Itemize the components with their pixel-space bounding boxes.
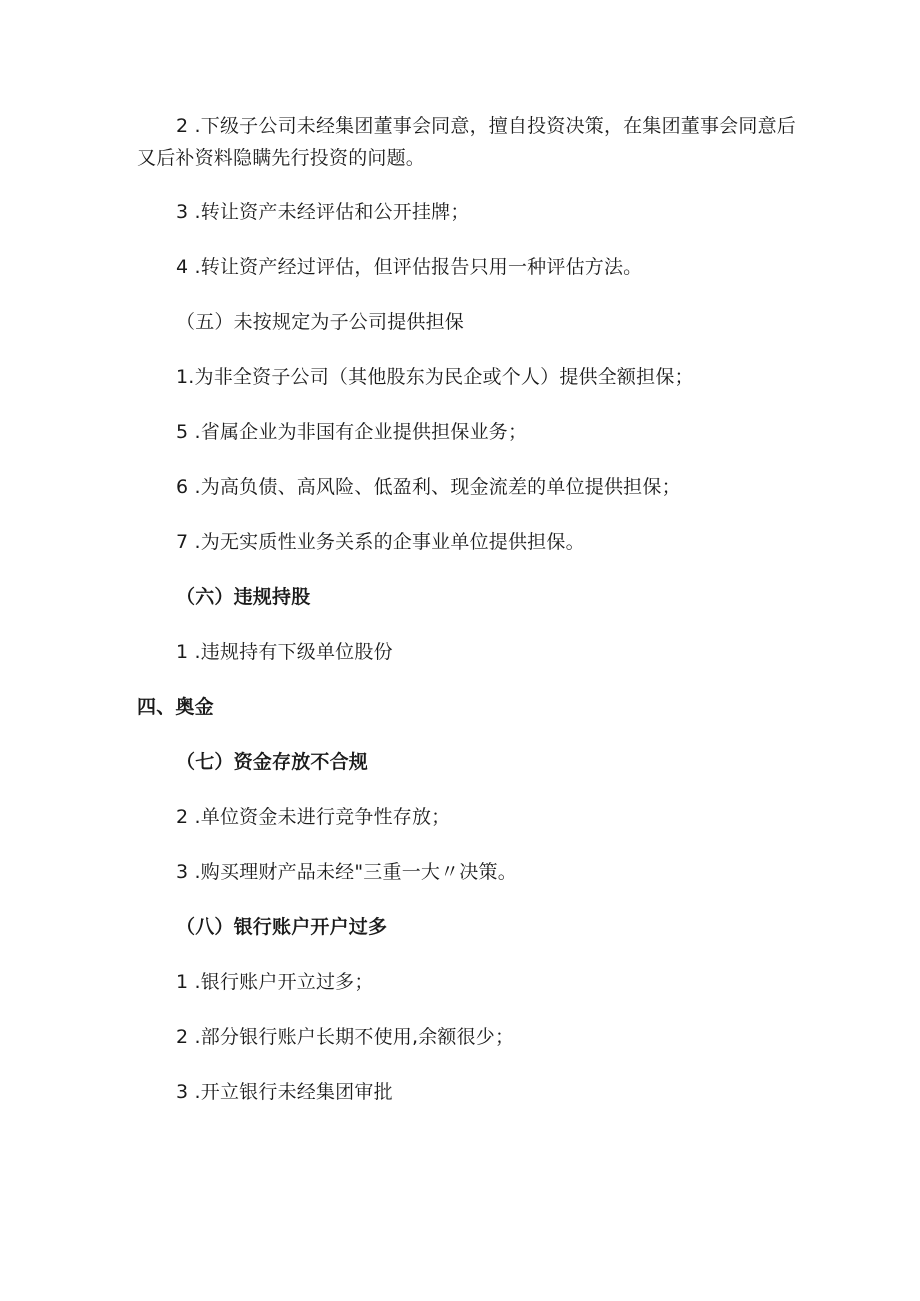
paragraph-item-6: 6 .为高负债、高风险、低盈利、现金流差的单位提供担保； [176, 476, 681, 498]
paragraph-item-2: 2 .下级子公司未经集团董事会同意，擅自投资决策，在集团董事会同意后 [176, 115, 796, 137]
section-heading-5: （五）未按规定为子公司提供担保 [176, 311, 465, 333]
paragraph-item-4: 4 .转让资产经过评估，但评估报告只用一种评估方法。 [176, 256, 643, 278]
section-heading-6: （六）违规持股 [176, 586, 311, 608]
chapter-heading-4: 四、奥金 [137, 696, 214, 718]
paragraph-item-2c: 2 .部分银行账户长期不使用,余额很少； [176, 1026, 515, 1048]
paragraph-item-1b: 1 .违规持有下级单位股份 [176, 641, 393, 663]
paragraph-item-2b: 2 .单位资金未进行竞争性存放； [176, 806, 451, 828]
paragraph-item-1c: 1 .银行账户开立过多； [176, 971, 374, 993]
section-heading-8: （八）银行账户开户过多 [176, 916, 388, 938]
paragraph-item-1: 1.为非全资子公司（其他股东为民企或个人）提供全额担保； [176, 366, 694, 388]
paragraph-item-3c: 3 .开立银行未经集团审批 [176, 1081, 393, 1103]
paragraph-item-7: 7 .为无实质性业务关系的企事业单位提供担保。 [176, 531, 585, 553]
paragraph-item-3b: 3 .购买理财产品未经"三重一大〃决策。 [176, 861, 517, 883]
paragraph-continuation: 又后补资料隐瞒先行投资的问题。 [137, 147, 426, 169]
paragraph-item-3: 3 .转让资产未经评估和公开挂牌； [176, 201, 470, 223]
paragraph-item-5: 5 .省属企业为非国有企业提供担保业务； [176, 421, 528, 443]
section-heading-7: （七）资金存放不合规 [176, 751, 369, 773]
